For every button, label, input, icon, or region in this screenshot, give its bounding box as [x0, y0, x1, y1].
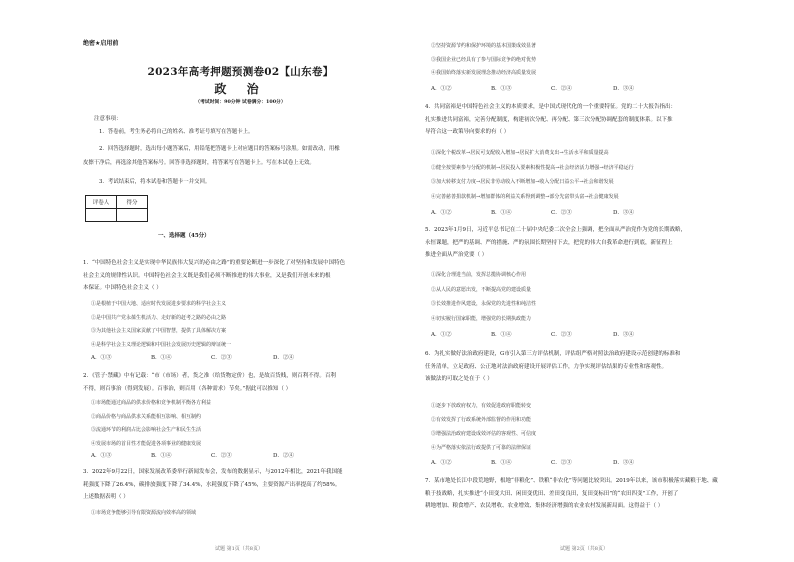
score-table — [85, 195, 148, 222]
answer-b[interactable]: B．①④ — [151, 453, 172, 459]
page-footer-left: 试题 第1页（共8页） — [215, 546, 263, 552]
option: ④发展市场的首目性才能促进各项事业的健康发展 — [91, 440, 202, 447]
question-5 — [425, 224, 740, 262]
q4-answers — [431, 208, 653, 216]
question-4-line: 4．共同富裕是中国特色社会主义的本质要求，是中国式现代化的一个重要特征。党的二十大报告指出： — [425, 104, 677, 110]
question-4-line: 扎实推进共同富裕，完善分配制度，构建初次分配、再分配、第三次分配协调配套的制度体系。以下推 — [425, 116, 673, 123]
question-5-line: 推进全面从严治党要（ ） — [425, 252, 488, 258]
answer-b[interactable]: B．①④ — [491, 210, 512, 216]
option: ②坚持资源节约和保护环境的基本国策成效显著 — [431, 43, 537, 49]
option: ④我国始终落实新发展理念推动经济高质量发展 — [431, 70, 537, 76]
question-6-line: 6．为扎实做好法治政府建设，G市引入第三方评估机制，评估组严格对照法治政府建设示范创建的标准和 — [425, 351, 681, 357]
question-2-line: 不得，则百事治（得到发展）。百事治，则百用（各种需求）节矣。”据此可以推知（ ） — [83, 385, 292, 392]
option: ①逐步下放政府权力，有效促进政府职能转变 — [431, 403, 532, 409]
question-6-line: 任务清单，立足政府、公正地对法治政府建设开展评估工作，力争实现评估结果的专业性和客观性。 — [425, 363, 668, 370]
option: ③增强法治政府建设成效评估的客观性、可信度 — [431, 431, 537, 437]
question-7-line: 耕地增加、粮食增产、农民增收、农业增效、集体经济增强的农业农村发展新局面。这得益于（ ） — [425, 503, 664, 509]
question-1-line: 社会主义的规律性认识。中国特色社会主义既是我们必须不断推进的伟大事业，又是我们开创未来的根 — [83, 272, 331, 279]
q3-answers — [431, 84, 653, 92]
answer-b[interactable]: B．①④ — [151, 355, 172, 361]
answer-c[interactable]: C．②③ — [551, 210, 572, 216]
option: ①市场能通过商品的供求价格和竞争机制平衡各方利益 — [91, 400, 212, 406]
q1-options — [91, 298, 231, 352]
question-4 — [425, 101, 740, 139]
q6-answers — [431, 458, 653, 466]
q3-options-right — [431, 40, 536, 81]
answer-d[interactable]: D．③④ — [613, 460, 634, 466]
exam-title: 2023年高考押题预测卷02【山东卷】 — [147, 66, 334, 78]
question-7 — [425, 475, 740, 513]
answer-b[interactable]: B．①④ — [491, 332, 512, 338]
option: ①是根植于中国大地、适应时代发展进步要求的科学社会主义 — [91, 301, 227, 307]
answer-d[interactable]: D．③④ — [613, 86, 634, 92]
subject-title: 政 治 — [214, 82, 267, 96]
q1-answers — [91, 353, 313, 361]
question-5-line: 永恒课题，把严的基调、严的措施、严的氛围长期坚持下去，把党的伟大自我革命进行到底，新征程上 — [425, 239, 673, 246]
option: ③为其他社会主义国家贡献了中国智慧，提供了具体解决方案 — [91, 328, 227, 334]
question-3-line: 3．2022年9月22日，国家发展改革委举行新闻发布会，发布的数据显示，与2012年相比，2021年我国能 — [83, 469, 343, 475]
secret-mark: 绝密★启用前 — [83, 40, 119, 47]
question-2 — [83, 370, 398, 395]
question-3-line: 上述数据表明（ ） — [83, 494, 129, 500]
q4-options — [431, 146, 634, 204]
answer-a[interactable]: A．①③ — [91, 355, 112, 361]
answer-d[interactable]: D．③④ — [613, 210, 634, 216]
answer-d[interactable]: D．③④ — [613, 332, 634, 338]
answer-b[interactable]: B．①③ — [491, 86, 512, 92]
option: ③长效推进作风建设，永保党的先进性和纯洁性 — [431, 301, 537, 307]
answer-a[interactable]: A．①③ — [91, 453, 112, 459]
question-5-line: 5．2023年1月9日，习近平总书记在二十届中央纪委二次全会上强调，把全面从严治党作为党的长期战略， — [425, 227, 686, 233]
notes-heading: 注意事项： — [94, 116, 122, 122]
question-1 — [83, 257, 398, 295]
answer-c[interactable]: C．②③ — [211, 453, 232, 459]
answer-d[interactable]: D．②④ — [273, 355, 294, 361]
option: ①深化合理进当前，发挥总揽协调核心作用 — [431, 272, 527, 278]
note-1: 1．答卷前，考生务必将自己的姓名、准考证号填写在答题卡上。 — [99, 129, 254, 135]
answer-c[interactable]: C．②④ — [551, 86, 572, 92]
option: ②是中国共产党永葆生机活力、走好新的赶考之路的必由之路 — [91, 314, 227, 321]
answer-a[interactable]: A．①② — [431, 210, 452, 216]
option: ③加大转移支付力度→居民非劳动收入不断增加→收入分配日益公平→社会和谐发展 — [431, 179, 614, 185]
question-7-line: 7．某市地处长江中段荒地野，根地“非粮化”、铁粮“非农化”等问题比较突出。2019年以来，该市积极落实藏粮于地、藏 — [425, 478, 718, 484]
score-table-score: 得分 — [117, 196, 148, 209]
q2-options — [91, 397, 211, 451]
answer-a[interactable]: A．①② — [431, 460, 452, 466]
q5-options — [431, 268, 536, 326]
option: ②商品价格与商品供求关系能相互影响、相互制约 — [91, 413, 202, 420]
score-table-grader: 评卷人 — [86, 196, 117, 209]
option: ①市场竞争能够引导有限资源流向效率高的领域 — [91, 510, 197, 516]
option: ②有效发挥了行政系统外部监督的作用和功能 — [431, 417, 532, 423]
question-4-line: 导符合这一政策导向要求的有（ ） — [425, 129, 510, 135]
score-table-cell — [86, 209, 117, 222]
q3-options-left — [91, 508, 196, 518]
option: ②健全按要素参与分配的机制→居民投入要素积极性提高→社会经济活力增强→经济平稳运行 — [431, 164, 634, 171]
answer-c[interactable]: C．②③ — [551, 332, 572, 338]
page-footer-right: 试题 第2页（共8页） — [560, 546, 608, 552]
answer-a[interactable]: A．①② — [431, 86, 452, 92]
answer-b[interactable]: B．①④ — [491, 460, 512, 466]
question-1-line: 本保证。中国特色社会主义（ ） — [83, 285, 162, 291]
question-2-line: 2．《管子·禁藏》中有记载：“市（市场）者，货之准（给货物定价）也，是故百货贱，则百利不得。百利 — [83, 373, 336, 379]
option: ③流通环节的利润占比会影响社会生产和民生生活 — [91, 427, 202, 433]
section-title: 一、选择题（45分） — [158, 233, 210, 239]
question-6-line: 该做法的可取之处在于（ ） — [425, 376, 493, 382]
option: ④为严格落实依法行政提供了可靠的法律保证 — [431, 445, 532, 451]
note-2a: 2．回答选择题时，选出每小题答案后，用铅笔把答题卡上对应题目的答案标号涂黑。如需改动，用橡 — [99, 146, 340, 152]
note-3: 3．考试结束后，将本试卷和答题卡一并交回。 — [99, 179, 211, 185]
option: ③我国企业已经具有了参与国际竞争的绝对优势 — [431, 56, 537, 63]
question-7-line: 粮于技战略，扎实推进“小田变大田、闲田变优田、差田变良田，复田变标田”的“农田四变”工作，开创了 — [425, 490, 679, 497]
answer-d[interactable]: D．②④ — [273, 453, 294, 459]
option: ④切实履行国家职能，增强党的长期执政能力 — [431, 315, 532, 322]
q5-answers — [431, 330, 653, 338]
option: ④是科学社会主义理论逻辑和中国社会发展历史逻辑的辩证统一 — [91, 341, 232, 348]
score-table-cell — [117, 209, 148, 222]
note-2b: 皮擦干净后，再选涂其他答案标号。回答非选择题时，将答案写在答题卡上。写在本试卷上无效。 — [83, 160, 315, 166]
q6-options — [431, 399, 536, 455]
answer-c[interactable]: C．②③ — [211, 355, 232, 361]
answer-c[interactable]: C．②③ — [551, 460, 572, 466]
question-1-line: 1．“中国特色社会主义是实现中华民族伟大复兴的必由之路”的重要论断进一步深化了对坚持和发展中国特色 — [83, 260, 346, 266]
question-3 — [83, 466, 398, 504]
question-3-line: 耗强度下降了26.4%，碳排放强度下降了34.4%，水耗强度下降了45%，主要资源产出率提高了约58%。 — [83, 481, 341, 488]
answer-a[interactable]: A．①② — [431, 332, 452, 338]
option: ④完善慈善捐款机制→增加群体的利益关系得到调整→部分先富带头富→社会健康发展 — [431, 193, 619, 200]
question-6 — [425, 348, 740, 386]
q2-answers — [91, 451, 313, 459]
option: ①深化个税改革→居民可支配收入增加→居民扩大消费支出→生活水平和质量提高 — [431, 150, 609, 156]
option: ②从人民的意愿出发，不断提高党的建设质量 — [431, 286, 532, 293]
exam-meta: （考试时间：90分钟 试卷满分：100分） — [195, 99, 286, 105]
